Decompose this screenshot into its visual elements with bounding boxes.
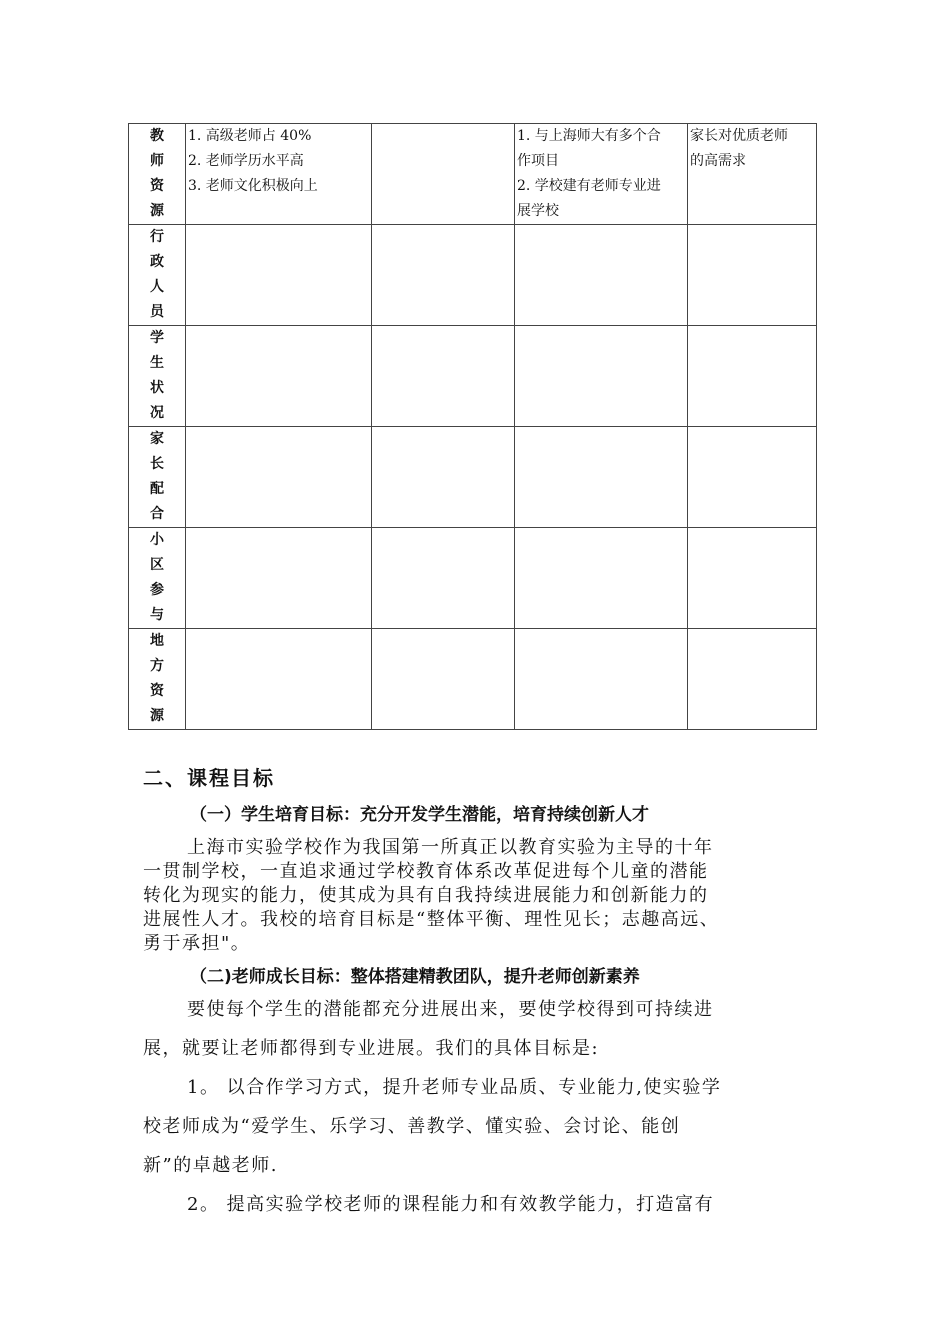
row-header-char: 资 xyxy=(150,178,164,194)
row-header-char: 生 xyxy=(150,355,164,371)
teacher-goal-paragraph xyxy=(143,990,823,1224)
table-cell xyxy=(688,629,817,730)
cell-line: 家长对优质老师 xyxy=(690,128,788,144)
cell-line: 1. 与上海师大有多个合 xyxy=(517,128,661,144)
cell-line: 展学校 xyxy=(517,203,559,219)
table-cell xyxy=(372,629,515,730)
row-header-char: 区 xyxy=(150,557,164,573)
row-header-char: 合 xyxy=(150,506,164,522)
resource-table xyxy=(128,123,817,730)
paragraph-line: 校老师成为“爱学生、乐学习、善教学、懂实验、会讨论、能创 xyxy=(143,1116,681,1137)
section-title: 二、课程目标 xyxy=(143,766,275,790)
row-header-char: 方 xyxy=(150,658,164,674)
table-cell xyxy=(688,528,817,629)
paragraph-line: 一贯制学校，一直追求通过学校教育体系改革促进每个儿童的潜能 xyxy=(143,861,709,882)
table-cell xyxy=(515,326,688,427)
cell-line: 2. 老师学历水平高 xyxy=(188,153,304,169)
paragraph-line: 展，就要让老师都得到专业进展。我们的具体目标是: xyxy=(143,1038,600,1059)
row-header-char: 员 xyxy=(150,304,164,320)
paragraph-line: 进展性人才。我校的培育目标是“整体平衡、理性见长；志趣高远、 xyxy=(143,909,720,930)
table-cell xyxy=(688,326,817,427)
table-cell xyxy=(688,427,817,528)
row-header-char: 师 xyxy=(150,153,164,169)
table-cell xyxy=(515,124,688,225)
paragraph-line: 勇于承担"。 xyxy=(143,933,251,954)
row-header-char: 长 xyxy=(150,456,164,472)
table-cell xyxy=(515,629,688,730)
row-header-char: 源 xyxy=(150,203,164,219)
row-header-char: 配 xyxy=(150,481,164,497)
row-header xyxy=(129,528,186,629)
row-header xyxy=(129,629,186,730)
cell-line: 1. 高级老师占 40% xyxy=(188,128,312,144)
table-cell xyxy=(372,528,515,629)
table-cell xyxy=(186,124,372,225)
table-cell xyxy=(186,225,372,326)
table-cell xyxy=(186,427,372,528)
table-cell xyxy=(186,629,372,730)
paragraph-line: 新”的卓越老师. xyxy=(143,1155,278,1176)
table-row xyxy=(129,326,817,427)
row-header-char: 教 xyxy=(150,128,164,144)
row-header-char: 小 xyxy=(150,532,164,548)
cell-line: 作项目 xyxy=(517,153,559,169)
row-header-char: 参 xyxy=(150,582,164,598)
row-header-char: 家 xyxy=(150,431,164,447)
table-cell xyxy=(515,225,688,326)
row-header-char: 地 xyxy=(150,633,164,649)
paragraph-line: 转化为现实的能力，使其成为具有自我持续进展能力和创新能力的 xyxy=(143,885,709,906)
cell-line: 的高需求 xyxy=(690,153,746,169)
student-goal-paragraph xyxy=(143,836,823,956)
row-header-char: 状 xyxy=(150,380,164,396)
table-row xyxy=(129,124,817,225)
table-row xyxy=(129,427,817,528)
cell-line: 2. 学校建有老师专业进 xyxy=(517,178,661,194)
table-row xyxy=(129,225,817,326)
teacher-goal-subtitle: （二)老师成长目标：整体搭建精教团队，提升老师创新素养 xyxy=(190,967,640,987)
row-header-char: 学 xyxy=(150,330,164,346)
table-cell xyxy=(688,124,817,225)
table-cell xyxy=(372,225,515,326)
table-row xyxy=(129,528,817,629)
paragraph-line: 要使每个学生的潜能都充分进展出来，要使学校得到可持续进 xyxy=(187,999,714,1020)
table-cell xyxy=(372,326,515,427)
table-cell xyxy=(515,528,688,629)
row-header xyxy=(129,326,186,427)
row-header-char: 源 xyxy=(150,708,164,724)
table-cell xyxy=(515,427,688,528)
table-cell xyxy=(688,225,817,326)
table-row xyxy=(129,629,817,730)
table-cell xyxy=(372,124,515,225)
list-item-2: 2。 提高实验学校老师的课程能力和有效教学能力，打造富有 xyxy=(187,1194,715,1215)
student-goal-subtitle: （一）学生培育目标：充分开发学生潜能，培育持续创新人才 xyxy=(190,805,649,825)
row-header xyxy=(129,124,186,225)
table-cell xyxy=(186,326,372,427)
paragraph-line: 上海市实验学校作为我国第一所真正以教育实验为主导的十年 xyxy=(187,837,714,858)
row-header-char: 资 xyxy=(150,683,164,699)
row-header-char: 况 xyxy=(150,405,164,421)
row-header-char: 与 xyxy=(150,607,164,623)
row-header-char: 行 xyxy=(150,229,164,245)
table-cell xyxy=(372,427,515,528)
row-header-char: 政 xyxy=(150,254,164,270)
cell-line: 3. 老师文化积极向上 xyxy=(188,178,318,194)
row-header xyxy=(129,225,186,326)
list-item-1: 1。 以合作学习方式，提升老师专业品质、专业能力,使实验学 xyxy=(187,1077,722,1098)
table-cell xyxy=(186,528,372,629)
row-header xyxy=(129,427,186,528)
row-header-char: 人 xyxy=(150,279,164,295)
